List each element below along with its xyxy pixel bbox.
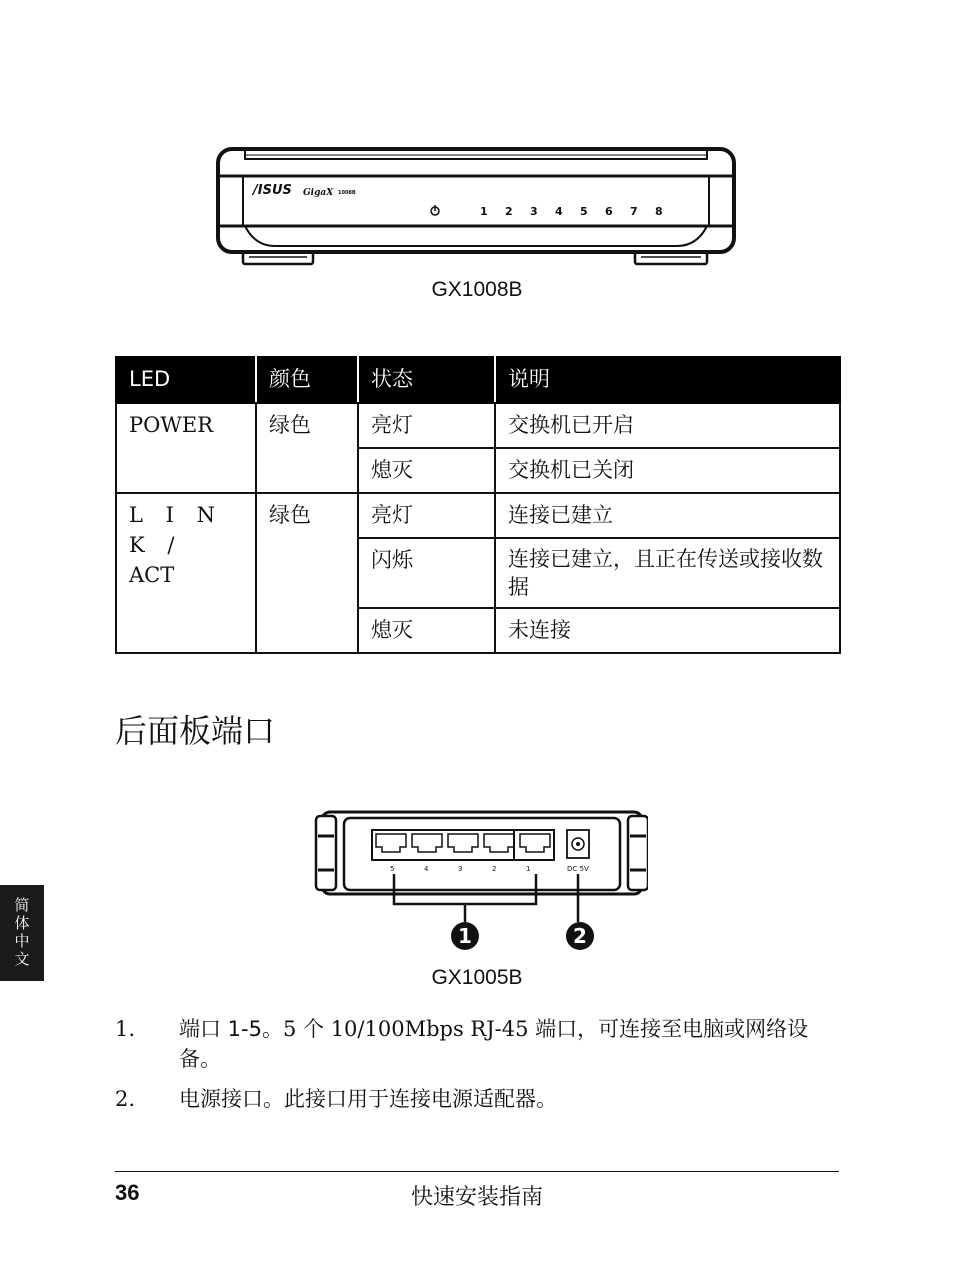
front-port-number: 4 [555,205,563,218]
dc-label: DC 5V [567,865,589,873]
rear-port-label: 2 [492,865,497,873]
callout-2 [566,922,594,950]
rear-device-illustration [314,810,648,960]
state-cell: 亮灯 [358,403,495,448]
state-cell: 熄灭 [358,448,495,493]
led-link-line2: ACT [129,563,175,587]
list-term: 端口 1-5 [179,1017,262,1041]
front-port-number: 3 [530,205,538,218]
footer-title: 快速安装指南 [410,1185,543,1210]
svg-text:2: 2 [573,924,587,948]
list-text: 。此接口用于连接电源适配器。 [263,1087,557,1111]
rear-caption: GX1005B [431,966,523,989]
front-port-number: 1 [480,205,488,218]
model-small-logo: 1008B [338,190,356,196]
page-number: 36 [115,1180,140,1205]
header-state: 状态 [358,357,495,403]
state-cell: 熄灭 [358,608,495,653]
list-text: 。5 个 10/100Mbps RJ-45 端口，可连接至电脑或网络设备。 [179,1017,809,1071]
list-item [115,1014,839,1078]
led-link-line1: L I N K / [129,503,223,557]
desc-cell: 交换机已关闭 [495,448,840,493]
footer-divider [115,1171,839,1172]
list-term: 电源接口 [179,1087,263,1111]
table-row [116,403,840,448]
color-power: 绿色 [256,403,358,493]
table-header-row [116,357,840,403]
led-link [116,493,256,653]
front-port-number: 7 [630,205,638,218]
header-description: 说明 [495,357,840,403]
front-device-illustration [215,146,737,268]
language-tab: 简体中文 [0,885,44,981]
asus-logo: /ISUS [253,183,292,198]
desc-cell: 未连接 [495,608,840,653]
list-number: 1. [115,1017,136,1041]
desc-cell: 交换机已开启 [495,403,840,448]
header-color: 颜色 [256,357,358,403]
dc-power-jack [567,830,589,858]
desc-cell: 连接已建立，且正在传送或接收数据 [495,538,840,608]
list-item [115,1084,839,1116]
led-power: POWER [116,403,256,493]
front-port-number: 8 [655,205,663,218]
rear-port-label: 4 [424,865,429,873]
callout-1 [451,922,479,950]
table-row [116,493,840,538]
rear-port-label: 3 [458,865,463,873]
section-title: 后面板端口 [115,712,276,750]
state-cell: 亮灯 [358,493,495,538]
list-number: 2. [115,1087,136,1111]
led-table [115,356,841,654]
front-port-number: 5 [580,205,588,218]
color-link: 绿色 [256,493,358,653]
header-led: LED [116,357,256,403]
gigax-logo: GigaX [303,188,334,198]
rear-port-label: 5 [390,865,395,873]
state-cell: 闪烁 [358,538,495,608]
front-caption: GX1008B [431,278,523,301]
desc-cell: 连接已建立 [495,493,840,538]
front-port-number: 6 [605,205,613,218]
front-port-number: 2 [505,205,513,218]
rear-port-label: 1 [526,865,531,873]
svg-text:1: 1 [458,924,472,948]
